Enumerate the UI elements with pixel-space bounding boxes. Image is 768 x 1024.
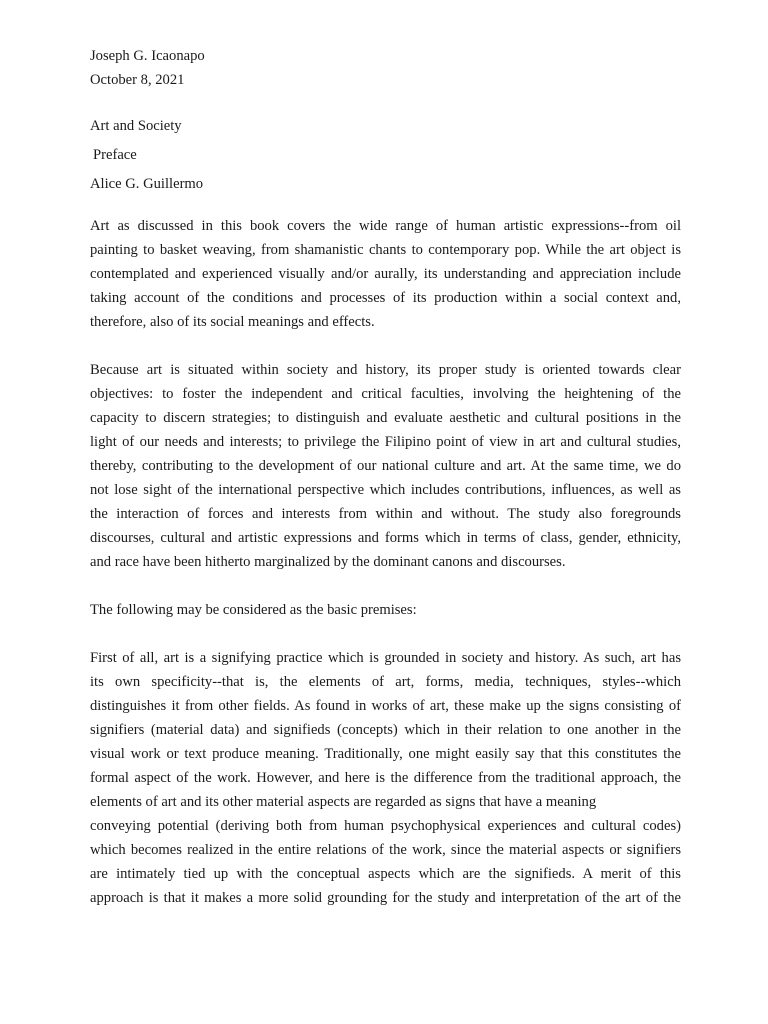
paragraph-line: The following may be considered as the basic premises: [90,602,417,618]
paragraph-line: signifiers (material data) and signifieds (concepts) which in their relation to one another in the [90,722,681,738]
document-page [90,44,681,910]
paragraph-line: Because art is situated within society and history, its proper study is oriented towards clear [90,362,681,378]
paragraph-line: capacity to discern strategies; to distinguish and evaluate aesthetic and cultural positions in the [90,410,681,426]
paragraph-line: conveying potential (deriving both from human psychophysical experiences and cultural codes) [90,818,681,834]
paragraph-line: contemplated and experienced visually and/or aurally, its understanding and appreciation include [90,266,681,282]
paragraph-line: thereby, contributing to the development of our national culture and art. At the same time, we do [90,458,681,474]
paragraph-line: therefore, also of its social meanings and effects. [90,314,375,330]
paragraph-3 [90,598,681,622]
paragraph-line: First of all, art is a signifying practice which is grounded in society and history. As such, art has [90,650,681,666]
paragraph-line: formal aspect of the work. However, and here is the difference from the traditional approach, the [90,770,681,786]
document-date: October 8, 2021 [90,72,185,88]
paragraph-line: Art as discussed in this book covers the wide range of human artistic expressions--from oil [90,218,681,234]
paragraph-4 [90,646,681,910]
paragraph-line: not lose sight of the international perspective which includes contributions, influences, as well as [90,482,681,498]
paragraph-line: and race have been hitherto marginalized by the dominant canons and discourses. [90,554,566,570]
paragraph-line: are intimately tied up with the conceptual aspects which are the signifieds. A merit of this [90,866,681,882]
author-name: Joseph G. Icaonapo [90,48,205,64]
paragraph-1 [90,214,681,334]
paragraph-line: its own specificity--that is, the elements of art, forms, media, techniques, styles--which [90,674,681,690]
paragraph-line: the interaction of forces and interests from within and without. The study also foregrounds [90,506,681,522]
source-author: Alice G. Guillermo [90,176,204,192]
paragraph-2 [90,358,681,574]
paragraph-line: elements of art and its other material aspects are regarded as signs that have a meaning [90,794,597,810]
paragraph-line: approach is that it makes a more solid grounding for the study and interpretation of the art of the [90,890,681,906]
course-title: Art and Society [90,118,182,134]
paragraph-line: taking account of the conditions and processes of its production within a social context and, [90,290,681,306]
paragraph-line: distinguishes it from other fields. As found in works of art, these make up the signs consisting of [90,698,681,714]
paragraph-line: light of our needs and interests; to privilege the Filipino point of view in art and cultural studies, [90,434,681,450]
paragraph-line: painting to basket weaving, from shamanistic chants to contemporary pop. While the art object is [90,242,681,258]
paragraph-line: objectives: to foster the independent and critical faculties, involving the heightening of the [90,386,681,402]
paragraph-line: which becomes realized in the entire relations of the work, since the material aspects or signifiers [90,842,681,858]
paragraph-line: visual work or text produce meaning. Traditionally, one might easily say that this constitutes the [90,746,681,762]
paragraph-line: discourses, cultural and artistic expressions and forms which in terms of class, gender, ethnicity, [90,530,681,546]
section-title: Preface [93,147,137,163]
